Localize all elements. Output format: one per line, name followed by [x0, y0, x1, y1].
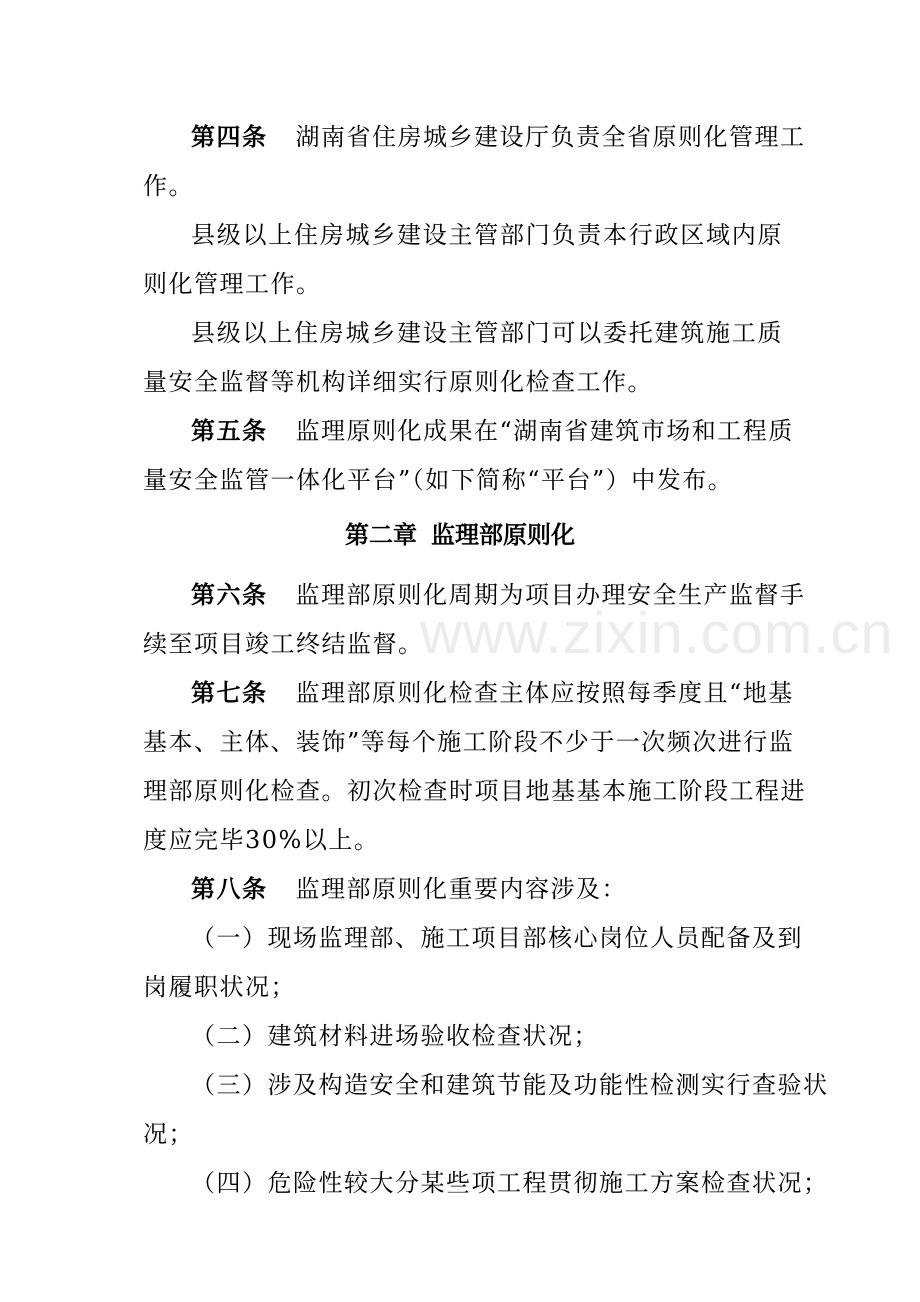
article-4-para2-line-1: 县级以上住房城乡建设主管部门负责本行政区域内原: [191, 221, 783, 249]
article-4-line-2: 作。: [143, 172, 194, 200]
article-5-line-1: [191, 416, 794, 446]
article-6-label: 第六条: [191, 580, 268, 609]
article-7-line-1: [191, 678, 794, 708]
article-7-line-2: 基本、主体、装饰”等每个施工阶段不少于一次频次进行监: [143, 728, 795, 756]
article-4-para2-line-2: 则化管理工作。: [143, 270, 322, 298]
article-4-para3-line-2: 量安全监督等机构详细实行原则化检查工作。: [143, 368, 653, 396]
article-8-text-1: 监理部原则化重要内容涉及：: [295, 875, 627, 903]
chapter-title: 监理部原则化: [431, 521, 575, 549]
article-8-item-3-line-2: 况；: [143, 1120, 194, 1148]
article-4-para3-line-1: 县级以上住房城乡建设主管部门可以委托建筑施工质: [191, 319, 783, 347]
article-7-line-3: 理部原则化检查。初次检查时项目地基基本施工阶段工程进: [143, 777, 806, 805]
article-6-line-2: 续至项目竣工终结监督。: [143, 630, 424, 658]
article-7-text-1: 监理部原则化检查主体应按照每季度且“地基: [295, 679, 794, 707]
chapter-number: 第二章: [345, 521, 417, 549]
article-8-item-1-line-2: 岗履职状况；: [143, 973, 296, 1001]
article-5-label: 第五条: [191, 416, 268, 445]
article-4-line-1: [191, 122, 806, 152]
article-7-line-4: 度应完毕30%以上。: [143, 826, 380, 854]
article-6-text-1: 监理部原则化周期为项目办理安全生产监督手: [295, 581, 806, 609]
watermark: www.zixin.com.cn: [420, 601, 894, 666]
article-4-text-1: 湖南省住房城乡建设厅负责全省原则化管理工: [295, 123, 806, 151]
article-8-item-4: （四）危险性较大分某些项工程贯彻施工方案检查状况；: [191, 1169, 829, 1197]
article-4-label: 第四条: [191, 122, 268, 151]
article-7-label: 第七条: [191, 678, 268, 707]
article-5-text-1: 监理原则化成果在“湖南省建筑市场和工程质: [295, 417, 794, 445]
article-8-item-2: （二）建筑材料进场验收检查状况；: [191, 1022, 599, 1050]
chapter-heading: [0, 520, 920, 550]
article-6-line-1: [191, 580, 806, 610]
article-8-item-1-line-1: （一）现场监理部、施工项目部核心岗位人员配备及到: [191, 924, 803, 952]
article-8-item-3-line-1: （三）涉及构造安全和建筑节能及功能性检测实行查验状: [191, 1071, 829, 1099]
article-5-line-2: 量安全监管一体化平台”（如下简称“平台”）中发布。: [143, 466, 734, 494]
article-8-label: 第八条: [191, 874, 268, 903]
article-8-line-1: [191, 874, 783, 904]
